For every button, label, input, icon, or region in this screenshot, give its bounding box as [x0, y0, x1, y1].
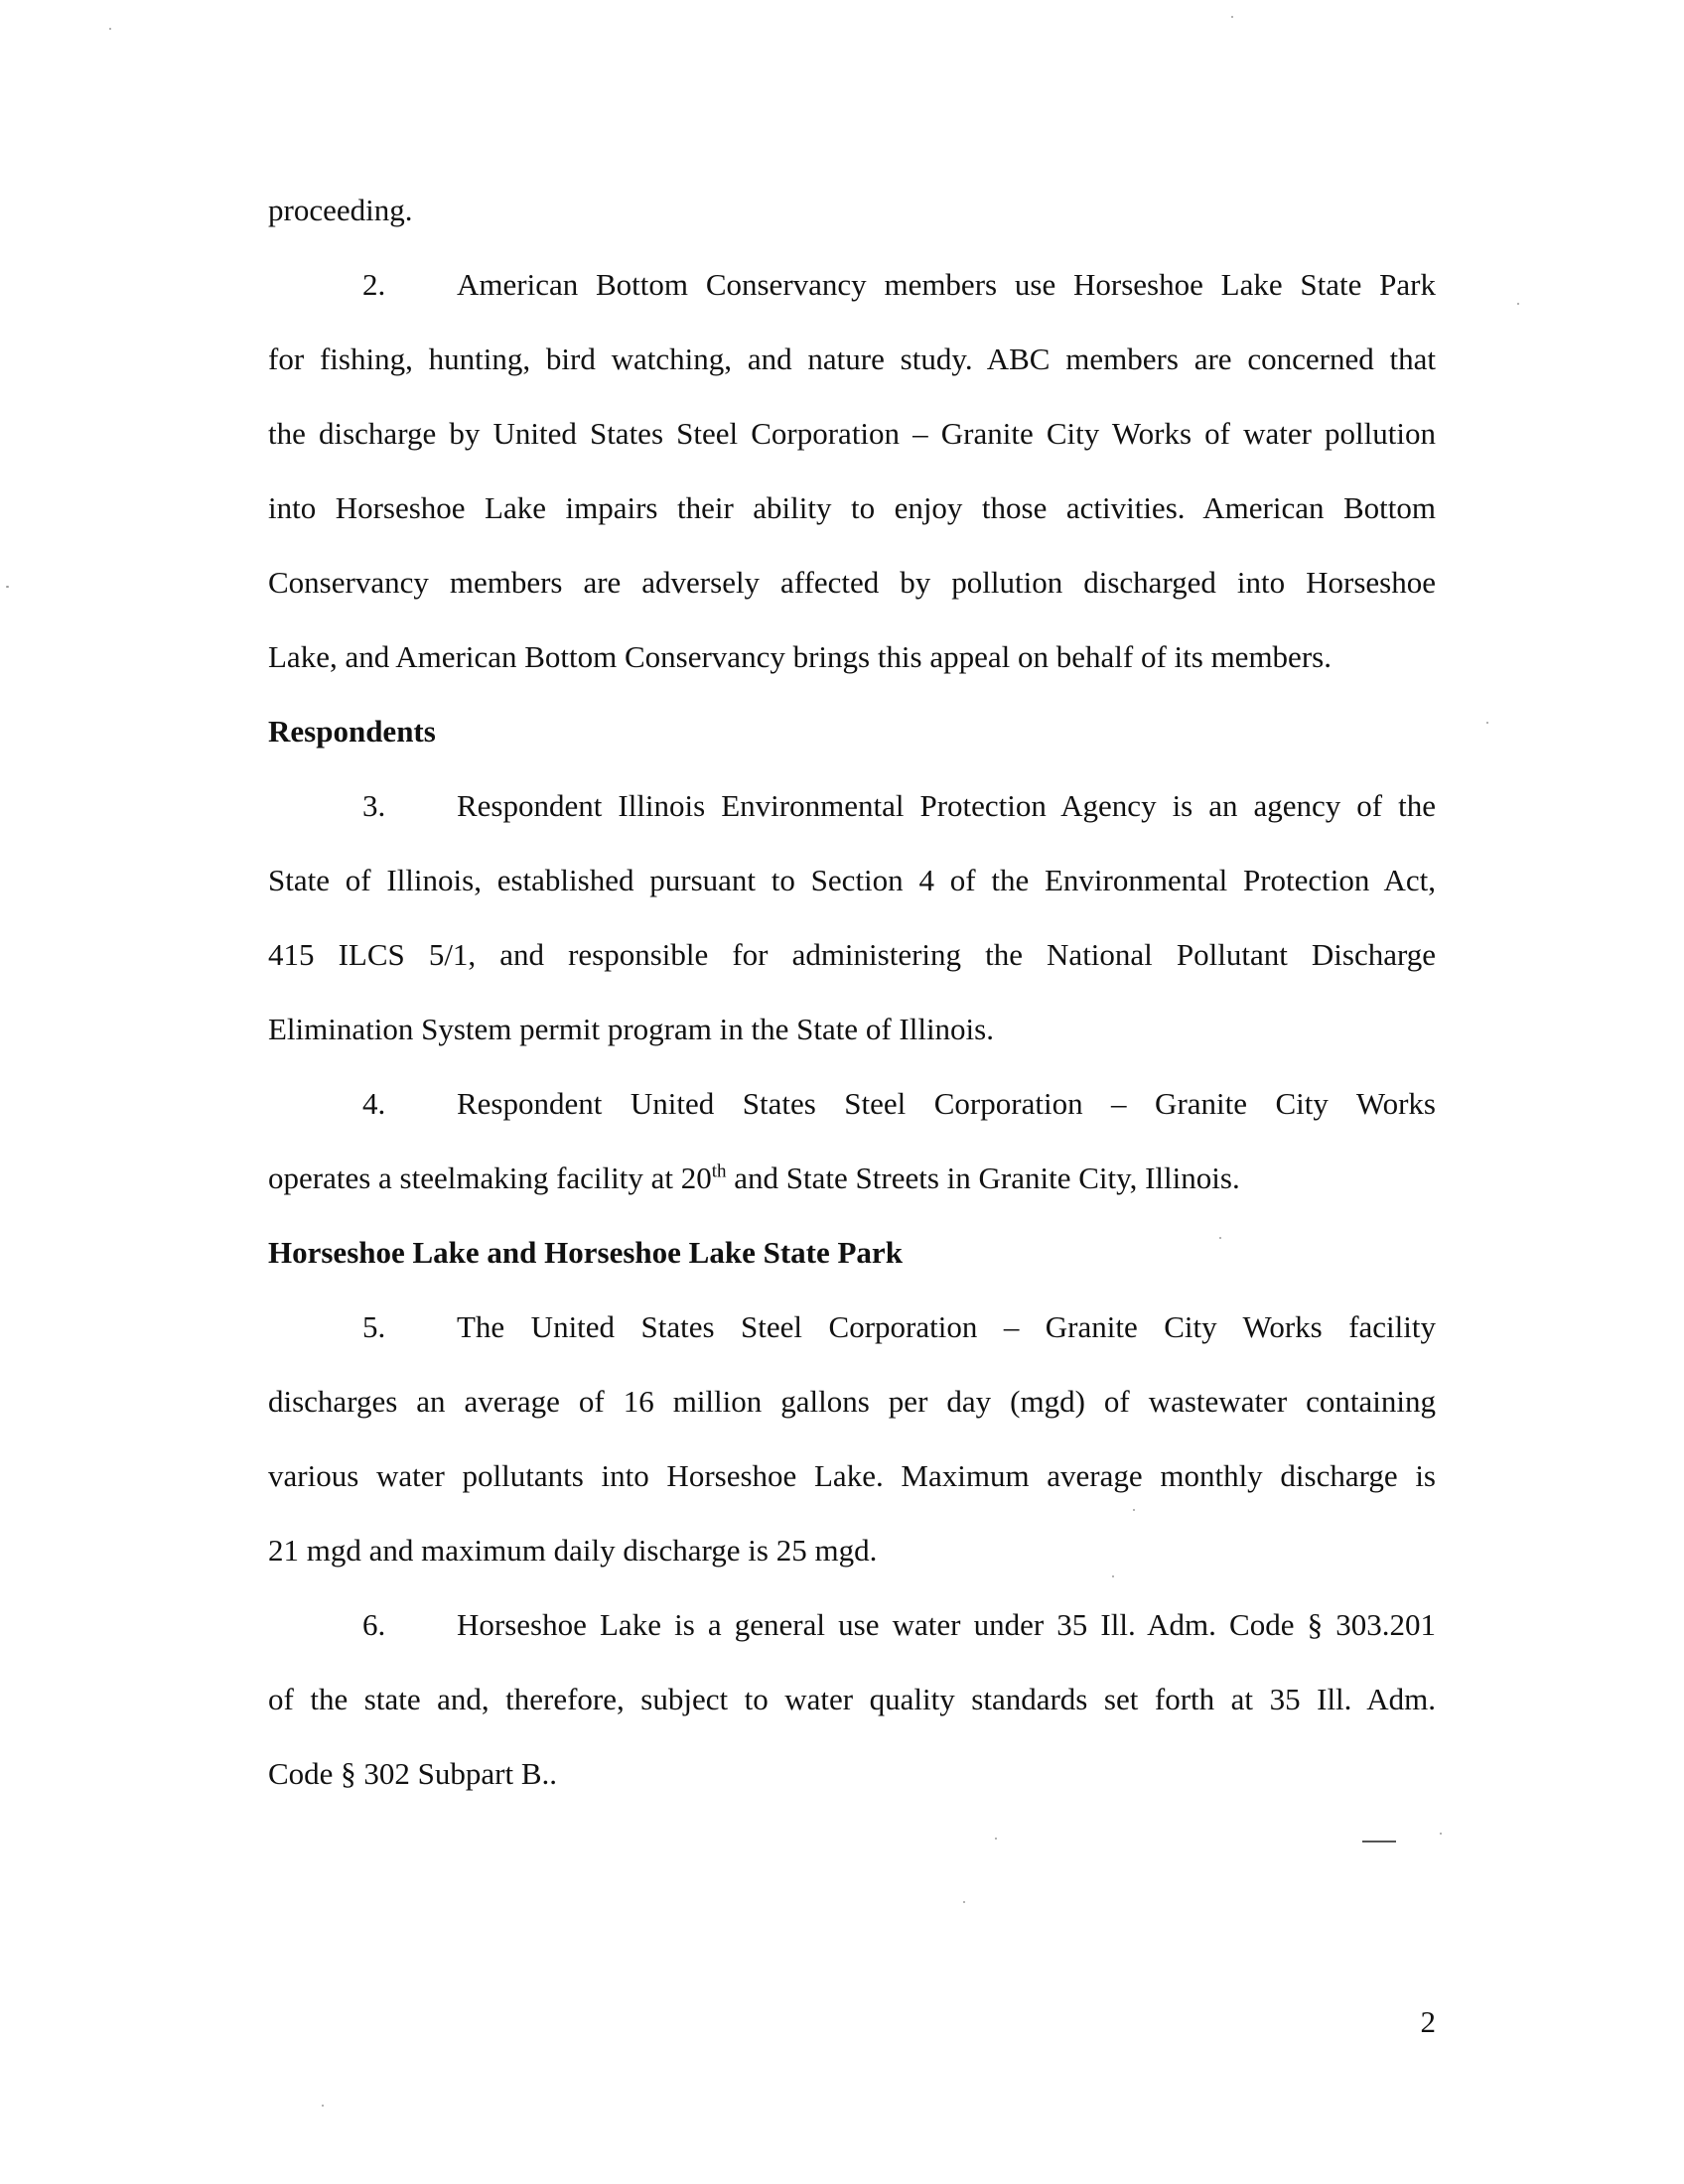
paragraph-2-number: 2.: [362, 267, 386, 302]
ordinal-superscript: th: [711, 1160, 727, 1182]
section-heading-horseshoe-lake: Horseshoe Lake and Horseshoe Lake State Park: [268, 1235, 903, 1270]
scan-speck: [1517, 303, 1519, 305]
paragraph-3-number: 3.: [362, 788, 386, 823]
continuation-text: proceeding.: [268, 193, 413, 227]
paragraph-3-first-line: [268, 786, 1436, 826]
scan-speck: [1486, 722, 1488, 724]
paragraph-5-number: 5.: [362, 1309, 386, 1344]
scan-speck: [1133, 1509, 1135, 1511]
scan-speck: [1231, 16, 1233, 18]
paragraph-2-line: Lake, and American Bottom Conservancy brings this appeal on behalf of its members.: [268, 639, 1332, 674]
paragraph-2-line: Conservancy members are adversely affected by pollution discharged into Horseshoe: [268, 565, 1436, 600]
paragraph-2-line: into Horseshoe Lake impairs their ability to enjoy those activities. American Bottom: [268, 490, 1436, 525]
paragraph-3-line: Elimination System permit program in the State of Illinois.: [268, 1012, 994, 1046]
scan-speck: [322, 2105, 324, 2107]
scan-speck: [109, 28, 111, 30]
paragraph-5-line: various water pollutants into Horseshoe Lake. Maximum average monthly discharge is: [268, 1458, 1436, 1493]
paragraph-4-line-end: and State Streets in Granite City, Illinois.: [726, 1160, 1240, 1195]
paragraph-5-line: 21 mgd and maximum daily discharge is 25 mgd.: [268, 1533, 878, 1568]
scan-mark: [1362, 1841, 1396, 1843]
paragraph-4-first-line: [268, 1084, 1436, 1124]
page-number: 2: [1420, 2004, 1436, 2039]
paragraph-2-line: for fishing, hunting, bird watching, and nature study. ABC members are concerned that: [268, 341, 1436, 376]
paragraph-6-line: Code § 302 Subpart B..: [268, 1756, 558, 1791]
paragraph-4-number: 4.: [362, 1086, 386, 1121]
paragraph-4-lead: Respondent United States Steel Corporation – Granite City Works: [457, 1086, 1436, 1121]
scan-speck: [963, 1901, 965, 1903]
section-heading-respondents: Respondents: [268, 714, 436, 749]
scan-speck: [6, 586, 9, 588]
paragraph-3-line: 415 ILCS 5/1, and responsible for administering the National Pollutant Discharge: [268, 937, 1436, 972]
paragraph-6-lead: Horseshoe Lake is a general use water under 35 Ill. Adm. Code § 303.201: [457, 1607, 1436, 1642]
scan-speck: [995, 1838, 997, 1840]
paragraph-2-lead: American Bottom Conservancy members use Horseshoe Lake State Park: [457, 267, 1436, 302]
paragraph-5-first-line: [268, 1307, 1436, 1347]
paragraph-5-lead: The United States Steel Corporation – Granite City Works facility: [457, 1309, 1436, 1344]
scan-speck: [1219, 1237, 1221, 1239]
paragraph-5-line: discharges an average of 16 million gallons per day (mgd) of wastewater containing: [268, 1384, 1436, 1419]
paragraph-3-line: State of Illinois, established pursuant to Section 4 of the Environmental Protection Act,: [268, 863, 1436, 897]
paragraph-3-lead: Respondent Illinois Environmental Protection Agency is an agency of the: [457, 788, 1436, 823]
paragraph-6-number: 6.: [362, 1607, 386, 1642]
paragraph-2-first-line: [268, 265, 1436, 305]
paragraph-6-line: of the state and, therefore, subject to water quality standards set forth at 35 Ill. Adm.: [268, 1682, 1436, 1716]
paragraph-6-first-line: [268, 1605, 1436, 1645]
paragraph-2-line: the discharge by United States Steel Corporation – Granite City Works of water pollution: [268, 416, 1436, 451]
scan-speck: [1112, 1575, 1114, 1577]
paragraph-4-line-start: operates a steelmaking facility at 20: [268, 1160, 712, 1195]
paragraph-4-line: [268, 1159, 1436, 1198]
scan-speck: [1440, 1833, 1442, 1835]
